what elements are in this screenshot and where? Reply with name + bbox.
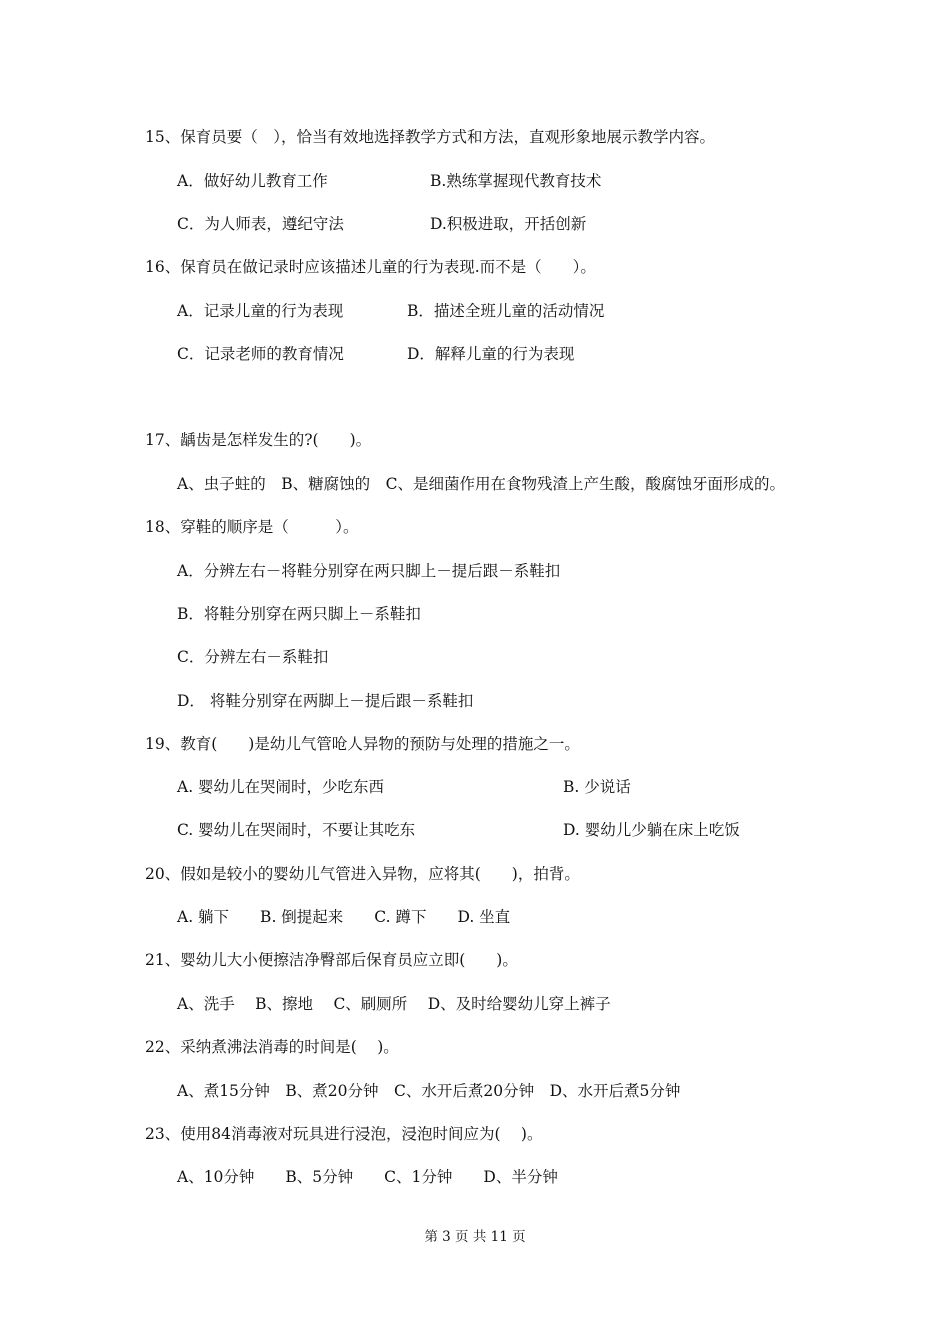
page-number: 第 3 页 共 11 页 (424, 1229, 526, 1245)
question-21-options: A、洗手 B、擦地 C、刷厕所 D、及时给婴幼儿穿上裤子 (177, 995, 611, 1013)
question-19-stem: 19、教育( )是幼儿气管呛人异物的预防与处理的措施之一。 (145, 735, 580, 753)
question-16-option-a: A．记录儿童的行为表现 (177, 302, 344, 320)
question-18-stem: 18、穿鞋的顺序是（ ）。 (145, 518, 359, 536)
question-17-stem: 17、龋齿是怎样发生的?( )。 (145, 431, 372, 449)
question-22-options: A、煮15分钟 B、煮20分钟 C、水开后煮20分钟 D、水开后煮5分钟 (177, 1082, 681, 1100)
question-16-option-b: B．描述全班儿童的活动情况 (407, 302, 605, 320)
question-15-option-b: B.熟练掌握现代教育技术 (430, 172, 602, 190)
question-19-option-c: C. 婴幼儿在哭闹时，不要让其吃东 (177, 821, 416, 839)
question-15-stem: 15、保育员要（ ），恰当有效地选择教学方式和方法，直观形象地展示教学内容。 (145, 128, 715, 146)
question-20-stem: 20、假如是较小的婴幼儿气管进入异物，应将其( )，拍背。 (145, 865, 580, 883)
question-23-stem: 23、使用84消毒液对玩具进行浸泡，浸泡时间应为( )。 (145, 1125, 543, 1143)
question-23-options: A、10分钟 B、5分钟 C、1分钟 D、半分钟 (177, 1168, 558, 1186)
question-19-option-a: A. 婴幼儿在哭闹时，少吃东西 (177, 778, 385, 796)
question-18-option-c: C．分辨左右－系鞋扣 (177, 648, 329, 666)
question-19-option-d: D. 婴幼儿少躺在床上吃饭 (563, 821, 740, 839)
question-17-options: A、虫子蛀的 B、糖腐蚀的 C、是细菌作用在食物残渣上产生酸，酸腐蚀牙面形成的。 (177, 475, 785, 493)
question-19-option-b: B. 少说话 (563, 778, 631, 796)
question-15-option-a: A．做好幼儿教育工作 (177, 172, 328, 190)
question-21-stem: 21、婴幼儿大小便擦洁净臀部后保育员应立即( )。 (145, 951, 518, 969)
question-16-option-c: C．记录老师的教育情况 (177, 345, 344, 363)
question-16-stem: 16、保育员在做记录时应该描述儿童的行为表现.而不是（ ）。 (145, 258, 596, 276)
question-16-option-d: D．解释儿童的行为表现 (407, 345, 575, 363)
question-18-option-b: B．将鞋分别穿在两只脚上－系鞋扣 (177, 605, 421, 623)
question-22-stem: 22、采纳煮沸法消毒的时间是( )。 (145, 1038, 399, 1056)
question-18-option-a: A．分辨左右－将鞋分别穿在两只脚上－提后跟－系鞋扣 (177, 562, 561, 580)
question-18-option-d: D． 将鞋分别穿在两脚上－提后跟－系鞋扣 (177, 692, 474, 710)
question-15-option-c: C．为人师表，遵纪守法 (177, 215, 344, 233)
question-15-option-d: D.积极进取，开括创新 (430, 215, 587, 233)
question-20-options: A. 躺下 B. 倒提起来 C. 蹲下 D. 坐直 (177, 908, 511, 926)
